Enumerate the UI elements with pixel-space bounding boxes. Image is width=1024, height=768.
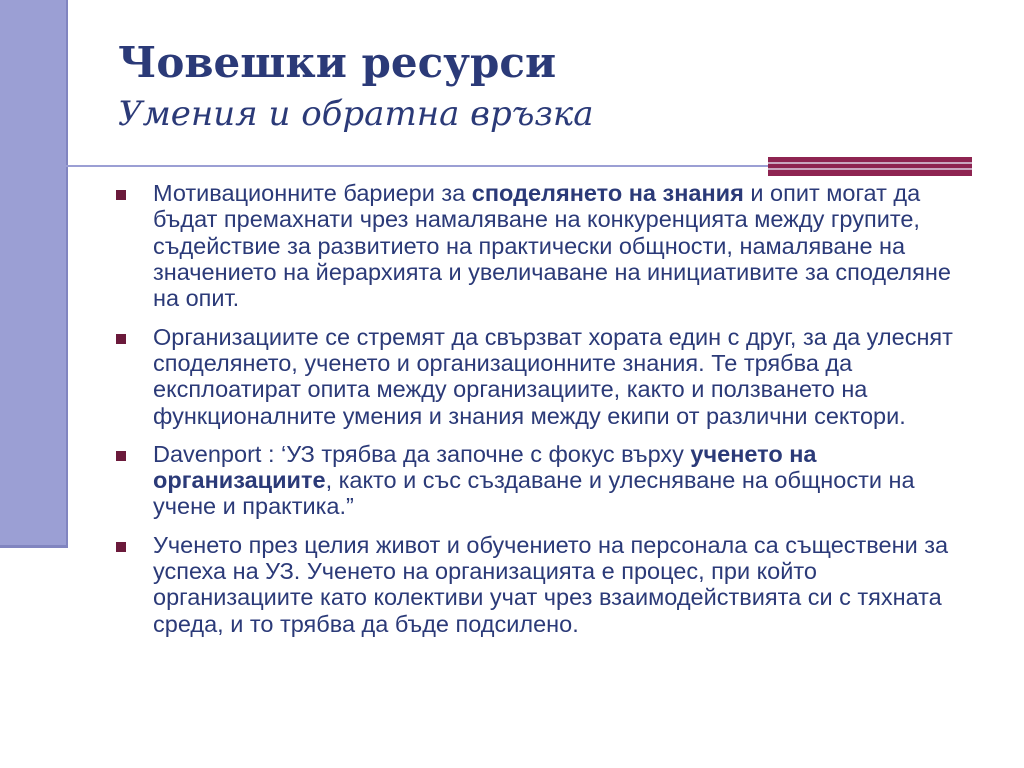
slide-subtitle: Умения и обратна връзка (118, 94, 594, 135)
bullet-text (153, 180, 951, 311)
bullet-text (153, 441, 915, 520)
square-bullet-icon (116, 334, 126, 344)
title-area (118, 40, 978, 135)
bullet-text (153, 532, 948, 637)
square-bullet-icon (116, 542, 126, 552)
bullet-item (112, 441, 980, 520)
accent-stripe (768, 162, 972, 164)
bullet-item (112, 532, 980, 637)
slide-title: Човешки ресурси (118, 38, 557, 87)
bullet-text-part: Мотивационните бариери за (153, 180, 472, 206)
bullet-list (112, 180, 980, 649)
bullet-text-part: Davenport : ‘УЗ трябва да започне с фокус върху (153, 440, 691, 467)
bullet-item (112, 324, 980, 429)
bullet-text-bold: ученето на организациите (153, 440, 817, 494)
title-divider-line (42, 165, 770, 167)
bullet-text-part: , както и със създаване и улесняване на общности на учене и практика.” (153, 467, 915, 520)
bullet-text-bold: споделянето на знания (471, 180, 744, 206)
square-bullet-icon (116, 451, 126, 461)
accent-bar (768, 157, 972, 176)
bullet-text-part: и опит могат да бъдат премахнати чрез намаляване на конкуренцията между групите, съдействие за развитието на практически общности, намаляване на значението на йерархията и увеличаване на инициативите за споделяне на опит. (153, 180, 951, 312)
accent-stripe (768, 168, 972, 170)
bullet-item (112, 180, 980, 312)
left-decorative-bar (0, 0, 68, 548)
bullet-text-part: Ученето през целия живот и обучението на персонала са съществени за успеха на УЗ. Ученето на организацията е процес, при който организациите като колективи учат чрез взаимодействията си с тяхната среда, и то трябва да бъде подсилено. (153, 531, 949, 637)
square-bullet-icon (116, 190, 126, 200)
bullet-text (153, 324, 953, 429)
bullet-text-part: Организациите се стремят да свързват хората един с друг, за да улеснят споделянето, ученето и организационните знания. Те трябва да експлоатират опита между организациите, както и ползването на функционалните умения и знания между екипи от различни сектори. (153, 323, 953, 429)
